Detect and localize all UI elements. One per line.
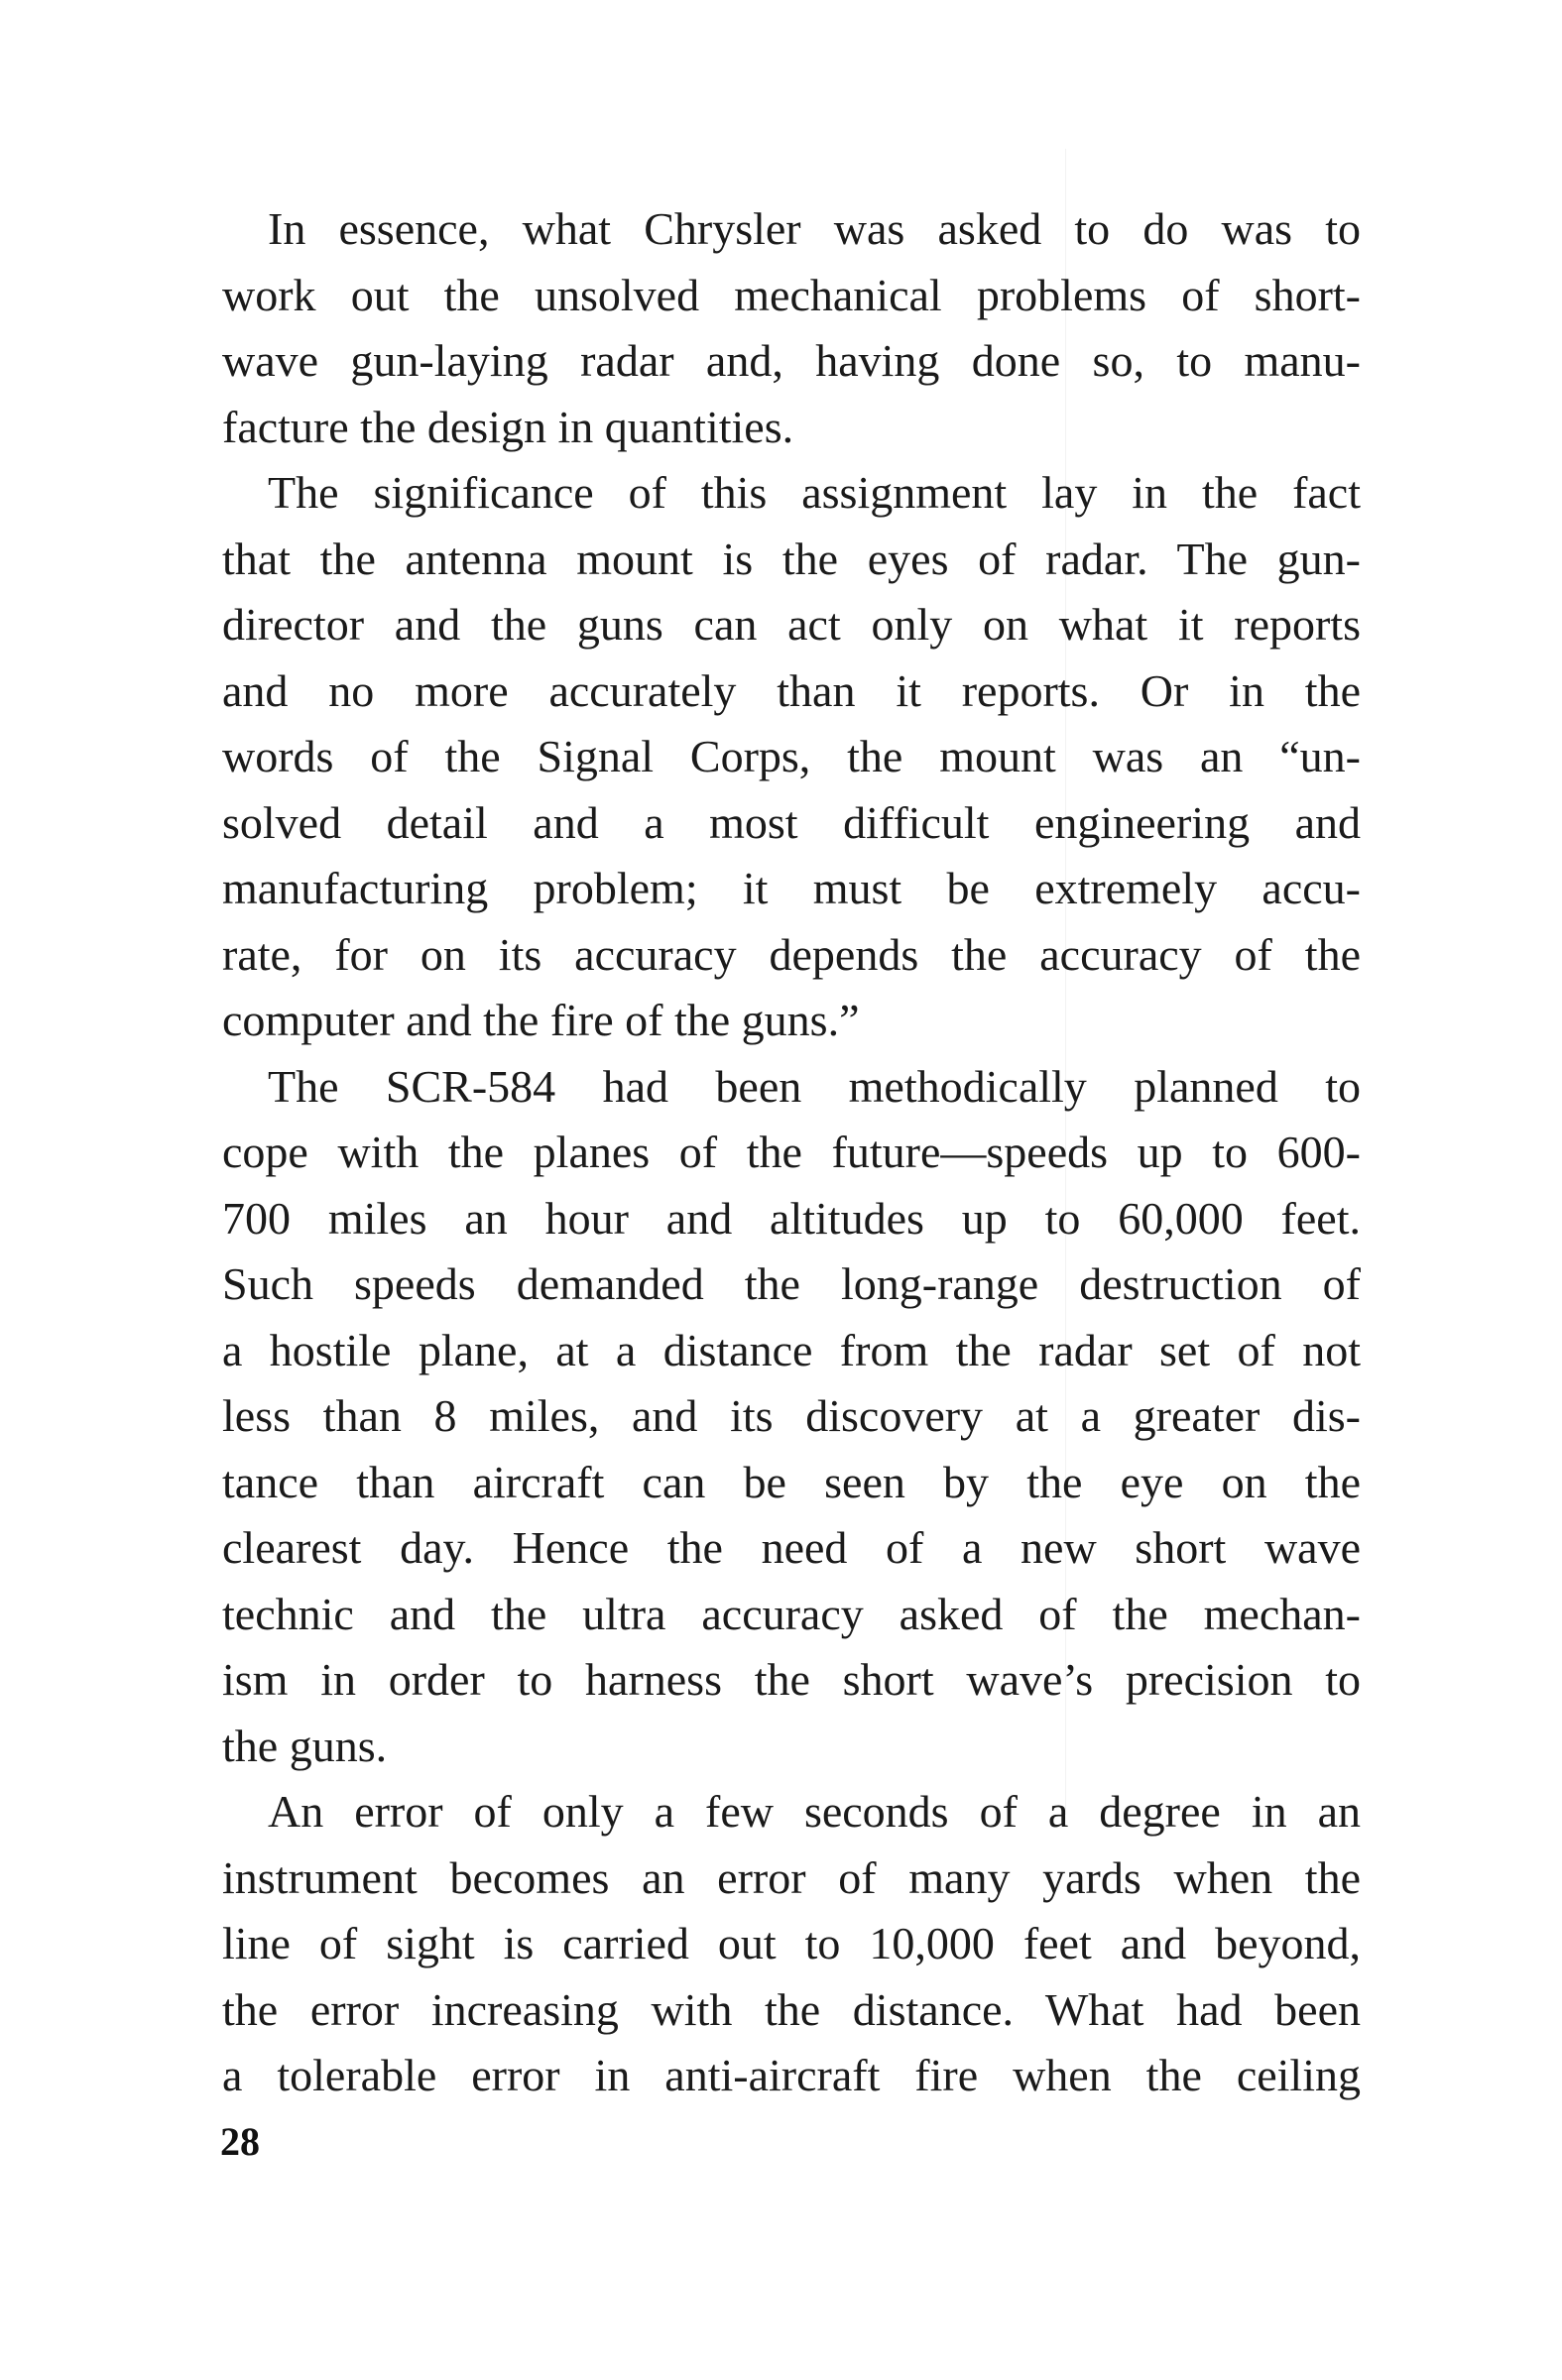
paragraph [222,1779,1361,2109]
paragraph [222,1054,1361,1780]
text-line: ism in order to harness the short wave’s precision to [222,1654,1361,1705]
text-line: and no more accurately than it reports. Or in the [222,664,1361,716]
text-line: the guns. [222,1720,388,1771]
text-line: manufacturing problem; it must be extremely accu- [222,863,1361,913]
text-line: work out the unsolved mechanical problems of short- [222,269,1361,320]
text-line: computer and the fire of the guns.” [222,995,860,1045]
text-line: rate, for on its accuracy depends the accuracy of the [222,928,1361,980]
text-line: wave gun-laying radar and, having done so, to manu- [222,335,1361,386]
body-text [222,196,1361,2109]
page-number: 28 [220,2119,260,2164]
text-line: The significance of this assignment lay in the fact [268,467,1361,518]
text-line: cope with the planes of the future—speeds up to 600- [222,1127,1361,1177]
text-line: a tolerable error in anti-aircraft fire when the ceiling [222,2050,1361,2100]
text-line: the error increasing with the distance. What had been [222,1983,1361,2035]
text-line: Such speeds demanded the long-range destruction of [222,1258,1361,1309]
text-line: instrument becomes an error of many yards when the [222,1851,1361,1903]
text-line: solved detail and a most difficult engineering and [222,796,1361,848]
text-line: less than 8 miles, and its discovery at a greater dis- [222,1390,1361,1441]
text-line: director and the guns can act only on what it reports [222,599,1361,650]
text-line: An error of only a few seconds of a degree in an [268,1786,1361,1837]
paragraph [222,460,1361,1054]
text-line: facture the design in quantities. [222,401,794,452]
text-line: tance than aircraft can be seen by the eye on the [222,1456,1361,1507]
text-line: clearest day. Hence the need of a new short wave [222,1522,1361,1573]
text-line: a hostile plane, at a distance from the radar set of not [222,1324,1361,1375]
text-line: line of sight is carried out to 10,000 feet and beyond, [222,1918,1361,1968]
text-line: In essence, what Chrysler was asked to do was to [268,203,1361,254]
text-line: that the antenna mount is the eyes of radar. The gun- [222,533,1361,584]
text-line: 700 miles an hour and altitudes up to 60,000 feet. [222,1192,1361,1244]
text-line: The SCR-584 had been methodically planned to [268,1060,1361,1112]
paragraph [222,196,1361,460]
text-line: words of the Signal Corps, the mount was an “un- [222,731,1361,781]
text-line: technic and the ultra accuracy asked of the mechan- [222,1588,1361,1639]
